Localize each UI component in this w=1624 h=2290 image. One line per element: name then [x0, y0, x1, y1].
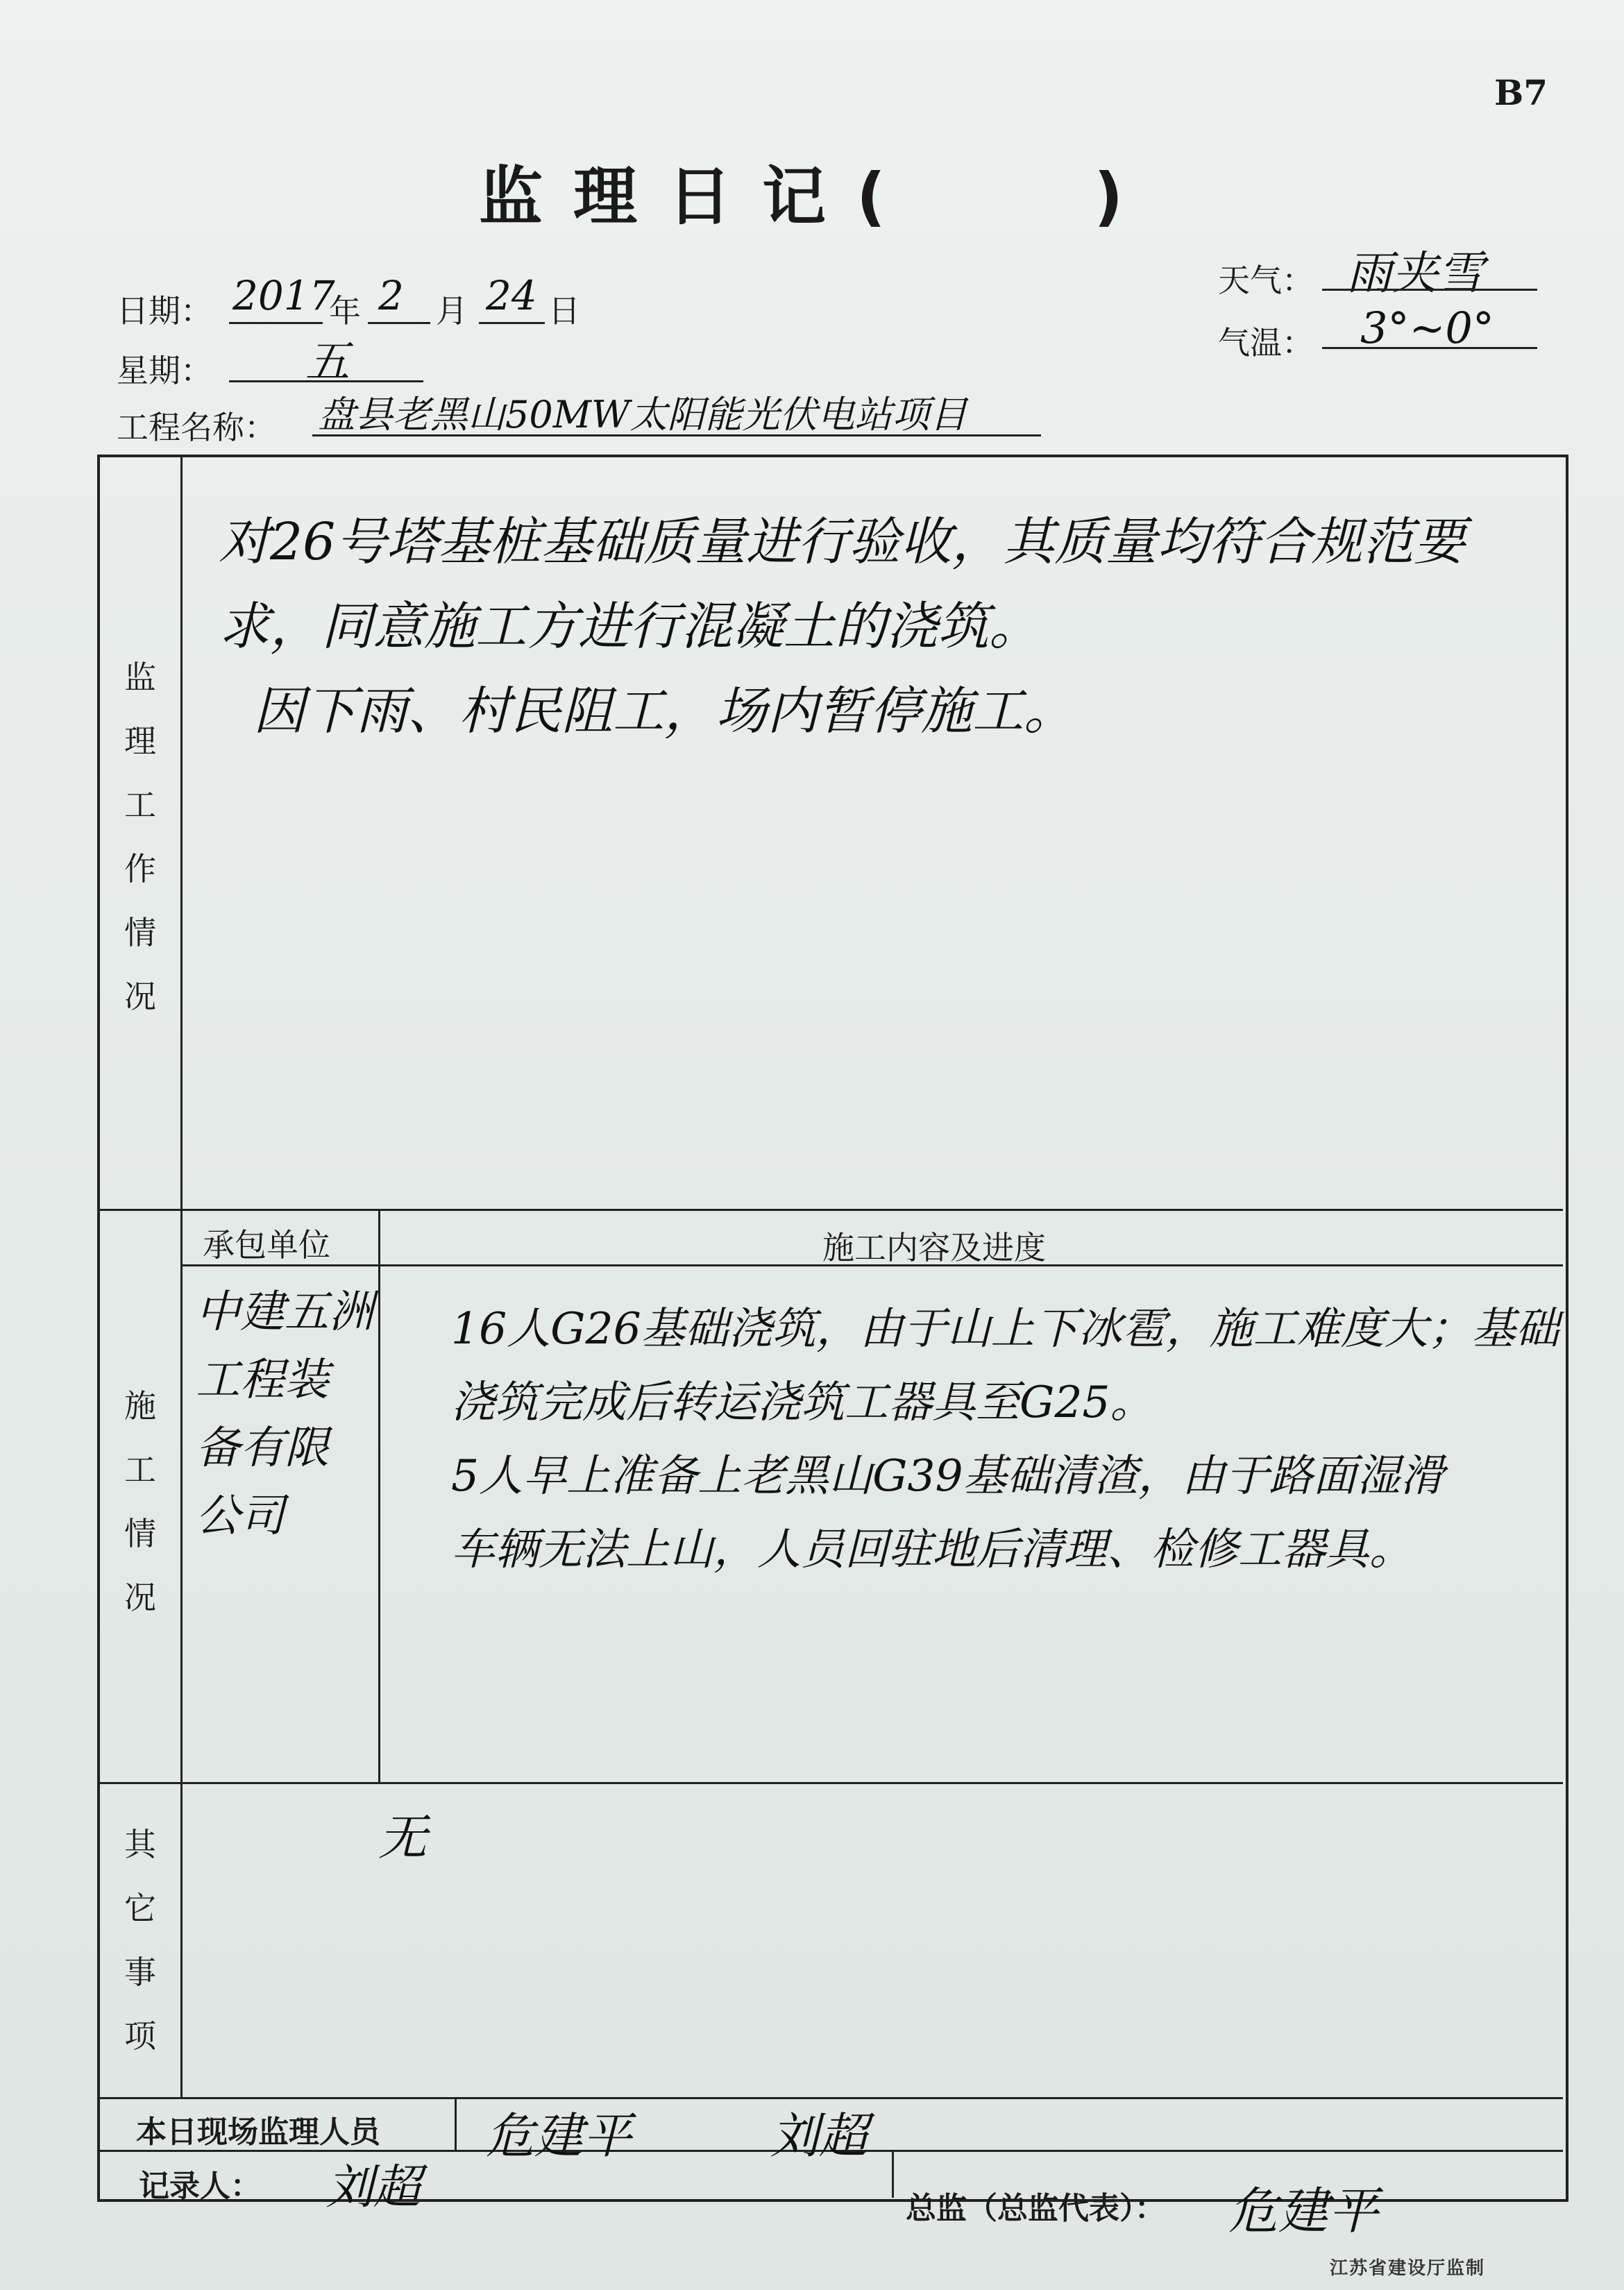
onsite-staff-name: 危建平: [486, 2107, 632, 2164]
other-section-label: 其 它 事 项: [124, 1826, 156, 2055]
weather-label: 天气：: [1218, 262, 1314, 299]
contractor-line: 工程装: [196, 1355, 329, 1406]
recorder-name: 刘超: [326, 2160, 421, 2215]
year-unit: 年: [329, 292, 361, 330]
supervision-section-label: 监 理 工 作 情 况: [124, 659, 156, 1015]
supervision-line: 对26号塔基桩基础质量进行验收，其质量均符合规范要: [219, 512, 1466, 572]
construction-line: 车辆无法上山，人员回驻地后清理、检修工器具。: [451, 1524, 1413, 1575]
date-label: 日期：: [117, 292, 212, 330]
content-column-header: 施工内容及进度: [822, 1229, 1046, 1266]
date-month: 2: [378, 272, 404, 319]
contractor-line: 备有限: [196, 1423, 329, 1474]
construction-line: 浇筑完成后转运浇筑工器具至G25。: [451, 1377, 1154, 1427]
contractor-line: 公司: [196, 1491, 285, 1542]
title-text: 监理日记: [479, 160, 857, 234]
contractor-column-header: 承包单位: [203, 1226, 330, 1264]
construction-section-label: 施 工 情 况: [124, 1387, 156, 1616]
page-title: [479, 146, 1123, 237]
onsite-staff-name: 刘超: [770, 2107, 868, 2164]
contractor-line: 中建五洲: [196, 1287, 373, 1338]
temperature-value: 3°~0°: [1360, 303, 1494, 353]
issuer-mark: 江苏省建设厅监制: [1329, 2258, 1485, 2279]
project-label: 工程名称：: [117, 409, 276, 446]
project-name: 盘县老黑山50MW太阳能光伏电站项目: [318, 393, 967, 436]
weekday-value: 五: [305, 337, 350, 388]
date-year: 2017: [232, 272, 335, 319]
temperature-label: 气温：: [1218, 324, 1314, 362]
weekday-label: 星期：: [117, 352, 212, 389]
weather-value: 雨夹雪: [1346, 246, 1484, 300]
form-code: B7: [1494, 72, 1548, 113]
day-unit: 日: [548, 292, 580, 330]
construction-content: [451, 1292, 1559, 1586]
other-content: 无: [378, 1809, 427, 1866]
construction-line: 16人G26基础浇筑，由于山上下冰雹，施工难度大；基础: [451, 1303, 1559, 1354]
supervision-line: 求，同意施工方进行混凝土的浇筑。: [219, 597, 1040, 656]
onsite-staff-label: 本日现场监理人员: [136, 2114, 380, 2150]
month-unit: 月: [436, 292, 468, 330]
date-day: 24: [486, 272, 537, 319]
supervision-content: [219, 500, 1465, 754]
title-open-paren: (: [856, 160, 886, 234]
recorder-label: 记录人：: [139, 2169, 261, 2204]
construction-line: 5人早上准备上老黑山G39基础清渣，由于路面湿滑: [451, 1450, 1444, 1501]
title-close-paren: ): [1094, 160, 1124, 234]
supervision-line: 因下雨、村民阻工，场内暂停施工。: [253, 681, 1075, 741]
contractor-name: [196, 1278, 373, 1550]
chief-supervisor-label: 总监（总监代表）：: [906, 2191, 1165, 2226]
chief-supervisor-name: 危建平: [1228, 2182, 1379, 2240]
